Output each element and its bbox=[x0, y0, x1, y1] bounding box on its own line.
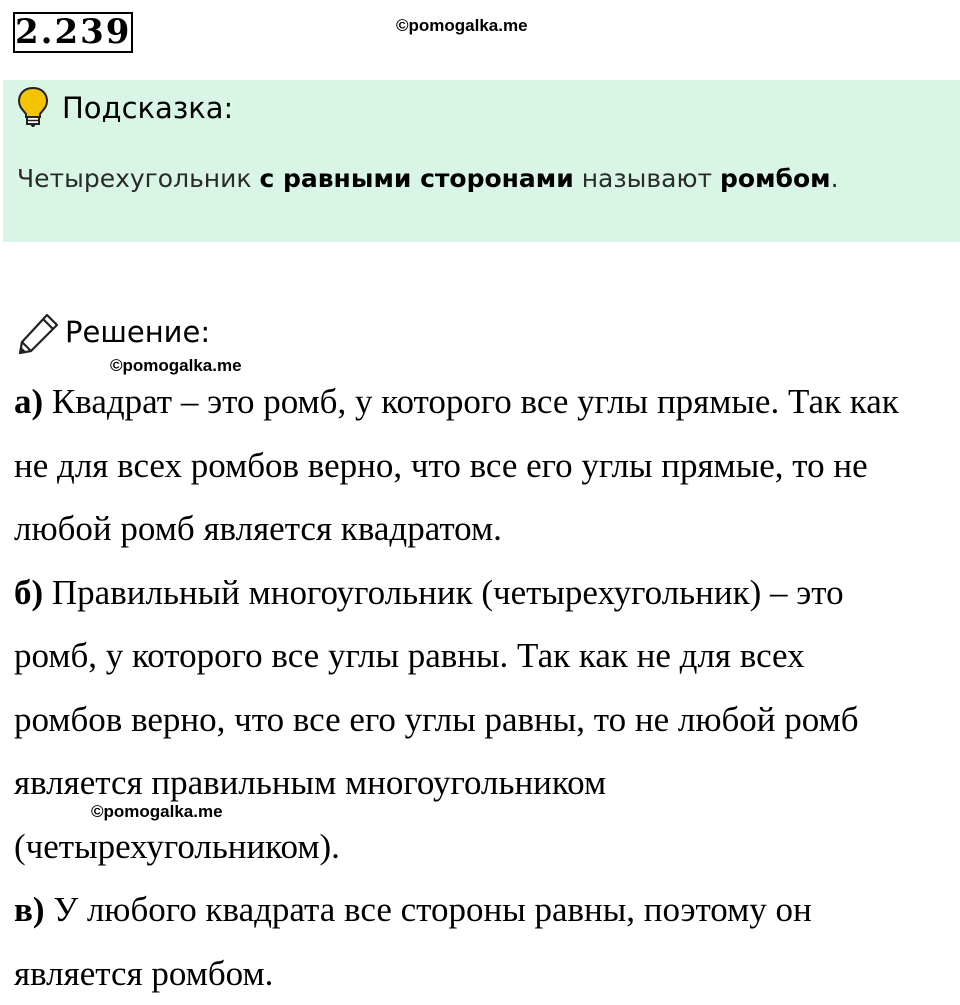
watermark: ©pomogalka.me bbox=[91, 802, 223, 821]
solution-item-b: б) Правильный многоугольник (четырехугольник) – это ромб, у которого все углы равны. Так как не для всех ромбов верно, что все его углы равны, то не любой ромб является правильным многоугольником (четырехугольником). bbox=[14, 572, 859, 866]
solution-item-c: в) У любого квадрата все стороны равны, поэтому он является ромбом. bbox=[14, 890, 812, 993]
watermark: ©pomogalka.me bbox=[110, 356, 242, 375]
solution-item-a: а) Квадрат – это ромб, у которого все углы прямые. Так как не для всех ромбов верно, что все его углы прямые, то не любой ромб является квадратом. bbox=[14, 382, 899, 548]
problem-number: 2.239 bbox=[15, 12, 132, 52]
lightbulb-icon bbox=[17, 86, 49, 128]
watermark: ©pomogalka.me bbox=[396, 16, 528, 35]
solution-title: Решение: bbox=[65, 315, 211, 349]
pencil-icon bbox=[17, 311, 61, 355]
hint-title: Подсказка: bbox=[62, 91, 234, 125]
hint-text: Четырехугольник с равными сторонами называют ромбом. bbox=[17, 164, 839, 193]
solution-body bbox=[14, 370, 954, 1005]
